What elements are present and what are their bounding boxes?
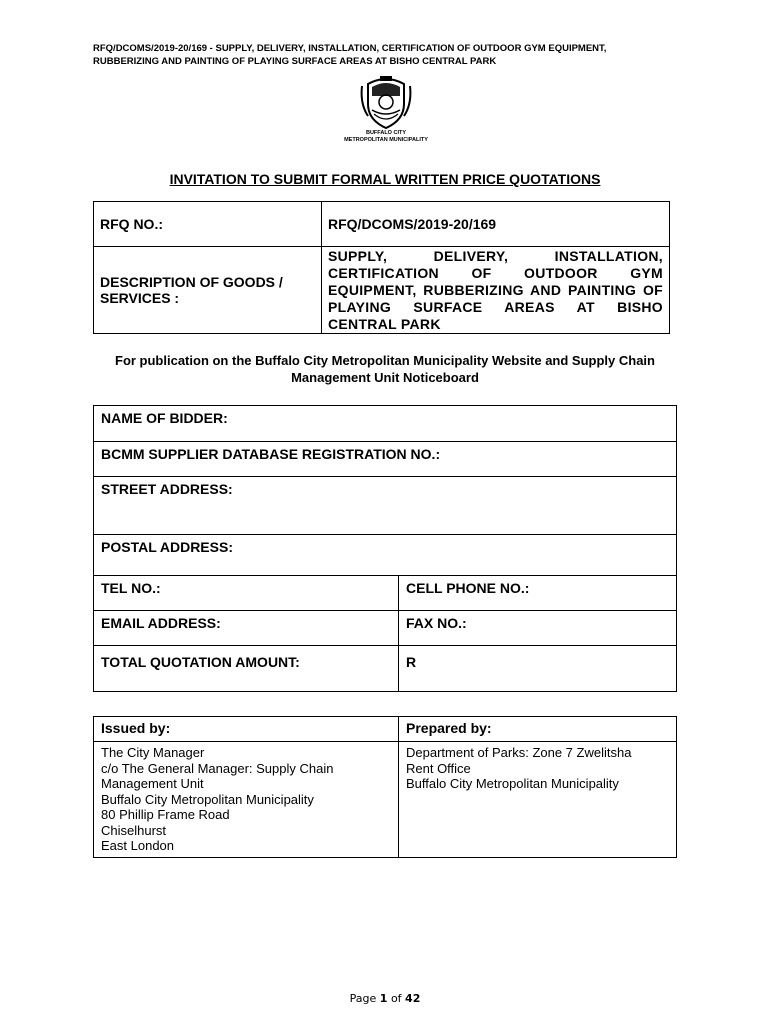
prepared-line: Department of Parks: Zone 7 Zwelitsha <box>406 745 632 760</box>
of-word: of <box>390 992 402 1005</box>
issued-line: c/o The General Manager: Supply Chain <box>101 760 334 776</box>
bidder-name-row <box>94 406 677 442</box>
issued-line: 80 Phillip Frame Road <box>101 807 230 822</box>
header-line-1: RFQ/DCOMS/2019-20/169 - SUPPLY, DELIVERY, INSTALLATION, CERTIFICATION OF OUTDOOR GYM EQUIPMENT, <box>93 43 607 54</box>
page-footer <box>0 992 770 1005</box>
rfq-number-row <box>94 202 670 247</box>
issued-line: East London <box>101 838 175 853</box>
total-quotation-label: TOTAL QUOTATION AMOUNT: <box>94 646 399 692</box>
email-address-field[interactable]: EMAIL ADDRESS: <box>94 611 399 646</box>
rfq-description-label: DESCRIPTION OF GOODS / SERVICES : <box>94 247 322 334</box>
header-line-2: RUBBERIZING AND PAINTING OF PLAYING SURFACE AREAS AT BISHO CENTRAL PARK <box>93 56 497 67</box>
coat-of-arms-icon <box>360 74 412 130</box>
issued-by-details <box>94 742 399 858</box>
bidder-details-table <box>93 405 677 692</box>
page-number: 1 <box>379 992 388 1005</box>
rfq-description-row <box>94 247 670 334</box>
registration-row <box>94 442 677 477</box>
fax-number-field[interactable]: FAX NO.: <box>399 611 677 646</box>
issued-line: Management Unit <box>101 776 204 791</box>
issued-line: The City Manager <box>101 745 205 760</box>
prepared-by-details <box>399 742 677 858</box>
total-amount-row <box>94 646 677 692</box>
bidder-name-field[interactable]: NAME OF BIDDER: <box>94 406 677 442</box>
rfq-description-value: SUPPLY, DELIVERY, INSTALLATION, CERTIFICATION OF OUTDOOR GYM EQUIPMENT, RUBBERIZING AND PAINTING OF PLAYING SURFACE AREAS AT BISHO CENTRAL PARK <box>322 247 670 334</box>
cell-phone-field[interactable]: CELL PHONE NO.: <box>399 576 677 611</box>
rfq-details-table <box>93 201 670 334</box>
page-word: Page <box>349 992 377 1005</box>
page-title: INVITATION TO SUBMIT FORMAL WRITTEN PRICE QUOTATIONS <box>169 171 601 187</box>
tel-number-field[interactable]: TEL NO.: <box>94 576 399 611</box>
logo-text-line-2: METROPOLITAN MUNICIPALITY <box>344 136 428 143</box>
document-header <box>93 42 683 68</box>
issued-header-row <box>94 717 677 742</box>
prepared-line: Rent Office <box>406 760 471 776</box>
total-quotation-amount-field[interactable]: R <box>399 646 677 692</box>
prepared-line: Buffalo City Metropolitan Municipality <box>406 776 619 791</box>
issued-line: Chiselhurst <box>101 822 167 838</box>
registration-number-field[interactable]: BCMM SUPPLIER DATABASE REGISTRATION NO.: <box>94 442 677 477</box>
issued-by-label: Issued by: <box>94 717 399 742</box>
prepared-by-label: Prepared by: <box>399 717 677 742</box>
street-address-row <box>94 477 677 535</box>
rfq-number-value: RFQ/DCOMS/2019-20/169 <box>322 202 670 247</box>
publication-notice: For publication on the Buffalo City Metropolitan Municipality Website and Supply Chain Management Unit Noticeboard <box>115 353 655 385</box>
issued-prepared-table <box>93 716 677 858</box>
email-fax-row <box>94 611 677 646</box>
postal-address-field[interactable]: POSTAL ADDRESS: <box>94 535 677 576</box>
logo-text-line-1: BUFFALO CITY <box>365 130 407 136</box>
rfq-number-label: RFQ NO.: <box>94 202 322 247</box>
municipal-logo <box>341 74 431 144</box>
postal-address-row <box>94 535 677 576</box>
phone-row <box>94 576 677 611</box>
issued-line: Buffalo City Metropolitan Municipality <box>101 791 314 807</box>
street-address-field[interactable]: STREET ADDRESS: <box>94 477 677 535</box>
issued-body-row <box>94 742 677 858</box>
total-pages: 42 <box>405 992 421 1005</box>
